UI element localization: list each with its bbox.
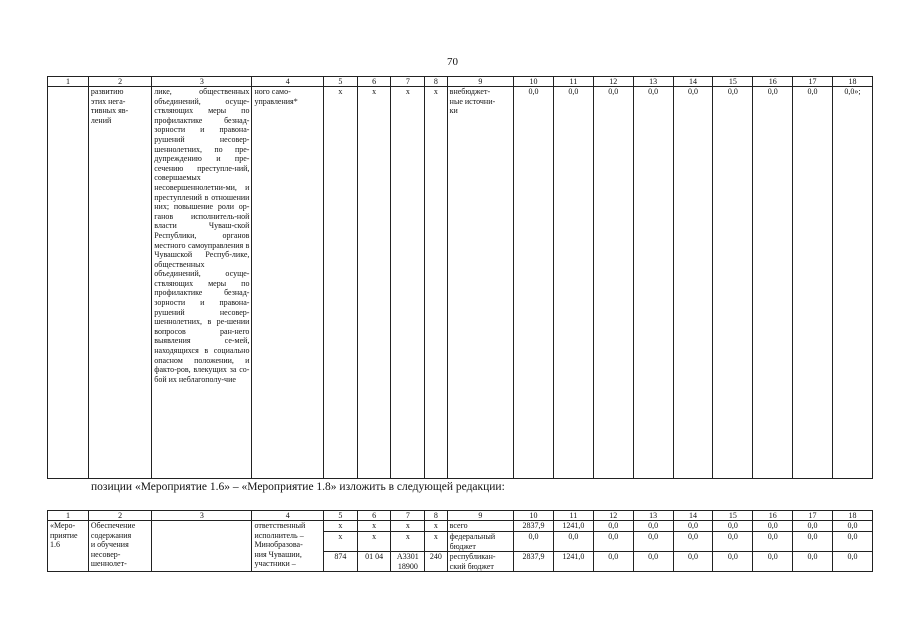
cell-code: х [391, 521, 425, 532]
cell-value: 0,0 [673, 552, 713, 572]
cell-funding-source: федеральный бюджет [447, 532, 513, 552]
program-table-new [47, 510, 873, 572]
col-num: 18 [832, 511, 872, 521]
cell-executor: ного само- управления* [252, 87, 324, 479]
cell-code: х [425, 521, 447, 532]
cell-code: х [357, 532, 391, 552]
col-num: 3 [152, 77, 252, 87]
table-row [48, 87, 873, 479]
cell-value: 0,0 [633, 521, 673, 532]
col-num: 2 [88, 77, 151, 87]
col-num: 5 [323, 511, 357, 521]
col-num: 17 [793, 77, 833, 87]
cell-value: 0,0 [593, 532, 633, 552]
cell-code: 874 [323, 552, 357, 572]
cell-funding-source: внебюджет- ные источни- ки [447, 87, 513, 479]
cell-value: 2837,9 [514, 521, 554, 532]
cell-code: х [357, 87, 391, 479]
cell-value: 0,0 [514, 532, 554, 552]
cell-code: х [357, 521, 391, 532]
cell-goal: развитию этих нега- тивных яв- лений [88, 87, 151, 479]
column-number-row [48, 77, 873, 87]
cell-value: 0,0 [832, 521, 872, 532]
col-num: 11 [553, 77, 593, 87]
col-num: 1 [48, 511, 89, 521]
col-num: 13 [633, 77, 673, 87]
amendment-instruction: позиции «Мероприятие 1.6» – «Мероприятие 1.8» изложить в следующей редакции: [91, 481, 505, 493]
cell-code: А3301 18900 [391, 552, 425, 572]
col-num: 14 [673, 511, 713, 521]
cell-value: 0,0 [593, 552, 633, 572]
cell-value: 0,0 [793, 87, 833, 479]
cell-value: 0,0 [633, 552, 673, 572]
col-num: 11 [553, 511, 593, 521]
cell-funding-source: республикан- ский бюджет [447, 552, 513, 572]
cell-value: 1241,0 [553, 552, 593, 572]
program-table-continued [47, 76, 873, 479]
column-number-row [48, 511, 873, 521]
col-num: 16 [753, 511, 793, 521]
cell-code: х [425, 87, 447, 479]
cell-value: 1241,0 [553, 521, 593, 532]
cell-value: 0,0 [793, 532, 833, 552]
col-num: 7 [391, 77, 425, 87]
col-num: 8 [425, 511, 447, 521]
cell-value: 0,0 [633, 87, 673, 479]
col-num: 18 [832, 77, 872, 87]
cell-value: 0,0 [593, 521, 633, 532]
cell-value: 0,0 [593, 87, 633, 479]
cell-description: лике, общественных объединений, осуще-ствляющих меры по профилактике безнад-зорности и правона-рушений несовер-шеннолетних, по пре-дупреждению и пре-сечению преступле-ний, совершаемых несовершеннолетни-ми, и преступлений в отношении них; повышение роли ор-ганов исполнитель-ной власти Чуваш-ской Республики, органов местного самоуправления в Чувашской Респуб-лике, общественных объединений, осуще-ствляющих меры по профилактике безнад-зорности и правона-рушений несовер-шеннолетних, в ре-шении вопросов ран-него выявления се-мей, находящихся в социально опасном положении, и факто-ров, влекущих за со-бой их неблагополу-чие [152, 87, 252, 479]
col-num: 6 [357, 77, 391, 87]
cell-value: 0,0 [753, 552, 793, 572]
cell-value: 2837,9 [514, 552, 554, 572]
col-num: 15 [713, 77, 753, 87]
col-num: 2 [88, 511, 151, 521]
col-num: 9 [447, 511, 513, 521]
cell-col1 [48, 87, 89, 479]
col-num: 12 [593, 77, 633, 87]
cell-value: 0,0 [553, 87, 593, 479]
cell-code: х [391, 532, 425, 552]
col-num: 10 [514, 511, 554, 521]
col-num: 3 [152, 511, 252, 521]
cell-value: 0,0 [673, 87, 713, 479]
col-num: 17 [793, 511, 833, 521]
cell-code: х [425, 532, 447, 552]
cell-value: 0,0 [793, 521, 833, 532]
cell-funding-source: всего [447, 521, 513, 532]
cell-measure-name: Обеспечение содержания и обучения несовер- шеннолет- [88, 521, 151, 572]
cell-value: 0,0 [793, 552, 833, 572]
col-num: 15 [713, 511, 753, 521]
cell-value: 0,0 [713, 552, 753, 572]
cell-value: 0,0 [713, 532, 753, 552]
table-row [48, 521, 873, 532]
cell-value: 0,0 [713, 87, 753, 479]
col-num: 4 [252, 77, 324, 87]
cell-value: 0,0 [832, 532, 872, 552]
cell-value: 0,0 [633, 532, 673, 552]
cell-measure-number: «Меро- приятие 1.6 [48, 521, 89, 572]
col-num: 1 [48, 77, 89, 87]
cell-value: 0,0 [753, 87, 793, 479]
cell-value: 0,0 [673, 532, 713, 552]
page-number: 70 [447, 56, 458, 68]
col-num: 4 [252, 511, 324, 521]
cell-value: 0,0 [753, 532, 793, 552]
cell-value: 0,0 [832, 552, 872, 572]
cell-value: 0,0 [514, 87, 554, 479]
cell-description [152, 521, 252, 572]
cell-value: 0,0 [753, 521, 793, 532]
cell-executor: ответственный исполнитель – Минобразова- ния Чувашии, участники – [252, 521, 324, 572]
cell-value: 0,0 [673, 521, 713, 532]
cell-value-last: 0,0»; [832, 87, 872, 479]
cell-code: 01 04 [357, 552, 391, 572]
cell-code: х [391, 87, 425, 479]
cell-code: х [323, 532, 357, 552]
col-num: 7 [391, 511, 425, 521]
cell-code: х [323, 521, 357, 532]
col-num: 12 [593, 511, 633, 521]
col-num: 16 [753, 77, 793, 87]
cell-value: 0,0 [713, 521, 753, 532]
col-num: 14 [673, 77, 713, 87]
cell-code: х [323, 87, 357, 479]
col-num: 10 [514, 77, 554, 87]
col-num: 8 [425, 77, 447, 87]
col-num: 5 [323, 77, 357, 87]
col-num: 6 [357, 511, 391, 521]
cell-value: 0,0 [553, 532, 593, 552]
col-num: 9 [447, 77, 513, 87]
cell-code: 240 [425, 552, 447, 572]
col-num: 13 [633, 511, 673, 521]
